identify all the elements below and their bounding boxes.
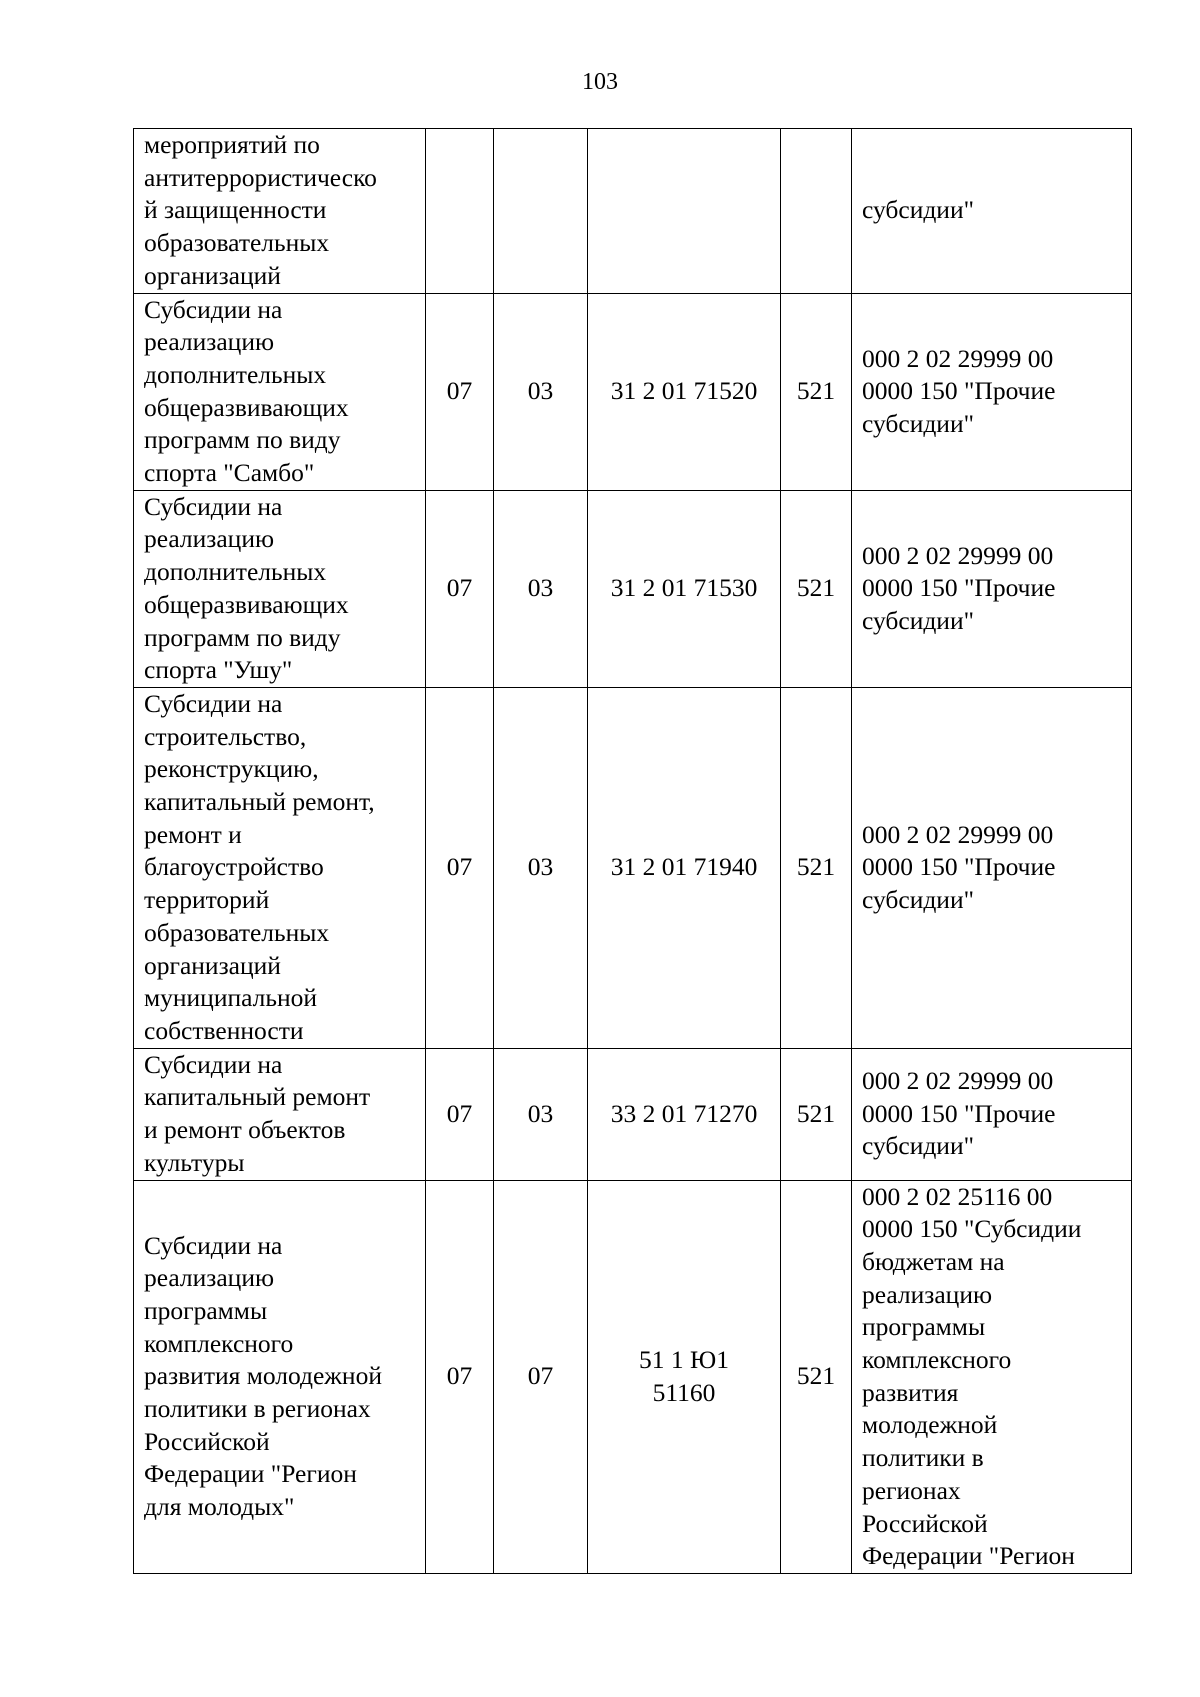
income-code-cell: 000 2 02 29999 00 0000 150 "Прочие субсидии" [852,293,1132,490]
subsection-cell: 03 [494,293,588,490]
subsection-cell: 03 [494,1048,588,1180]
name-cell: Субсидии на реализацию программы комплексного развития молодежной политики в регионах Российской Федерации "Регион для молодых" [134,1180,426,1573]
section-cell [426,129,494,294]
target-article-cell: 51 1 Ю1 51160 [588,1180,781,1573]
page-number: 103 [582,69,618,95]
table-row [134,129,1132,294]
table-row [134,490,1132,687]
expense-type-cell: 521 [781,1048,852,1180]
table-row [134,293,1132,490]
subsection-cell: 07 [494,1180,588,1573]
budget-table [133,128,1132,1574]
name-cell: Субсидии на капитальный ремонт и ремонт объектов культуры [134,1048,426,1180]
target-article-cell: 31 2 01 71520 [588,293,781,490]
income-code-cell: 000 2 02 29999 00 0000 150 "Прочие субсидии" [852,687,1132,1048]
expense-type-cell [781,129,852,294]
expense-type-cell: 521 [781,1180,852,1573]
table-row [134,1180,1132,1573]
table-row [134,687,1132,1048]
name-cell: Субсидии на реализацию дополнительных общеразвивающих программ по виду спорта "Самбо" [134,293,426,490]
subsection-cell: 03 [494,687,588,1048]
expense-type-cell: 521 [781,293,852,490]
target-article-cell: 31 2 01 71940 [588,687,781,1048]
target-article-cell [588,129,781,294]
section-cell: 07 [426,687,494,1048]
section-cell: 07 [426,293,494,490]
section-cell: 07 [426,1048,494,1180]
expense-type-cell: 521 [781,687,852,1048]
income-code-cell: 000 2 02 29999 00 0000 150 "Прочие субсидии" [852,490,1132,687]
name-cell: Субсидии на реализацию дополнительных общеразвивающих программ по виду спорта "Ушу" [134,490,426,687]
subsection-cell [494,129,588,294]
section-cell: 07 [426,1180,494,1573]
subsection-cell: 03 [494,490,588,687]
section-cell: 07 [426,490,494,687]
income-code-cell: субсидии" [852,129,1132,294]
target-article-cell: 31 2 01 71530 [588,490,781,687]
income-code-cell: 000 2 02 25116 00 0000 150 "Субсидии бюджетам на реализацию программы комплексного развития молодежной политики в регионах Российской Федерации "Регион [852,1180,1132,1573]
expense-type-cell: 521 [781,490,852,687]
name-cell: Субсидии на строительство, реконструкцию, капитальный ремонт, ремонт и благоустройство территорий образовательных организаций муниципальной собственности [134,687,426,1048]
target-article-cell: 33 2 01 71270 [588,1048,781,1180]
table-row [134,1048,1132,1180]
name-cell: мероприятий по антитеррористическо й защищенности образовательных организаций [134,129,426,294]
income-code-cell: 000 2 02 29999 00 0000 150 "Прочие субсидии" [852,1048,1132,1180]
